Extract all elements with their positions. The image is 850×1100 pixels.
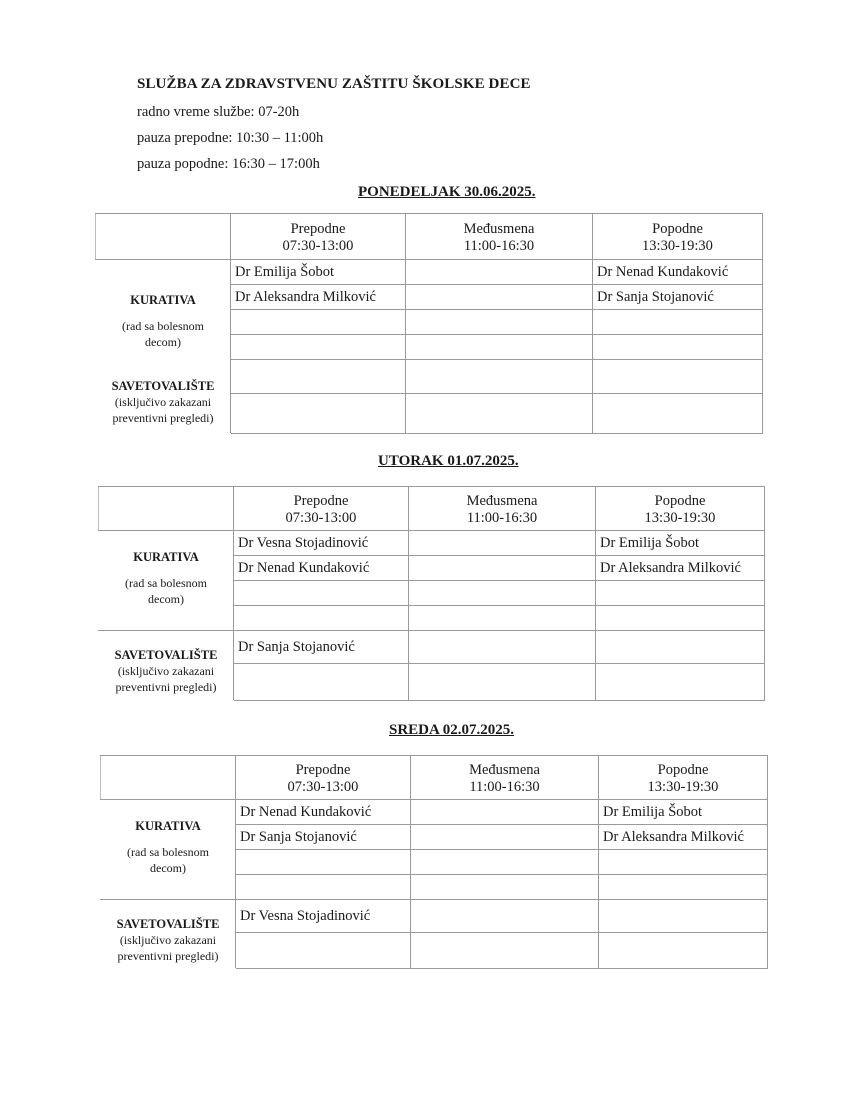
schedule-cell <box>596 606 765 631</box>
schedule-cell: Dr Nenad Kundaković <box>234 556 409 581</box>
schedule-cell: Dr Sanja Stojanović <box>234 631 409 664</box>
schedule-table <box>100 755 768 969</box>
schedule-cell <box>596 631 765 664</box>
schedule-cell: Dr Aleksandra Milković <box>231 285 406 310</box>
break-afternoon: pauza popodne: 16:30 – 17:00h <box>137 156 320 172</box>
table-row <box>99 531 765 556</box>
table-header-row <box>101 756 768 800</box>
schedule-cell <box>406 310 593 335</box>
schedule-cell <box>409 556 596 581</box>
schedule-cell <box>231 335 406 360</box>
schedule-table <box>98 486 765 701</box>
schedule-cell <box>411 850 599 875</box>
schedule-cell <box>231 310 406 335</box>
schedule-cell <box>593 335 763 360</box>
table-row <box>96 260 763 285</box>
day-title: SREDA 02.07.2025. <box>389 722 515 738</box>
schedule-cell <box>231 394 406 434</box>
schedule-cell: Dr Nenad Kundaković <box>236 800 411 825</box>
schedule-cell <box>596 664 765 701</box>
schedule-cell <box>236 875 411 900</box>
column-header: Popodne 13:30-19:30 <box>593 214 763 260</box>
schedule-cell <box>409 664 596 701</box>
schedule-cell <box>599 933 768 969</box>
schedule-cell <box>599 850 768 875</box>
corner-cell <box>101 756 236 800</box>
day-title: PONEDELJAK 30.06.2025. <box>358 184 536 200</box>
schedule-table <box>95 213 763 434</box>
day-title: UTORAK 01.07.2025. <box>378 453 519 469</box>
break-morning: pauza prepodne: 10:30 – 11:00h <box>137 130 324 146</box>
column-header: Prepodne 07:30-13:00 <box>231 214 406 260</box>
schedule-cell: Dr Aleksandra Milković <box>599 825 768 850</box>
column-header: Međusmena 11:00-16:30 <box>406 214 593 260</box>
working-hours: radno vreme službe: 07-20h <box>137 104 300 120</box>
service-title: SLUŽBA ZA ZDRAVSTVENU ZAŠTITU ŠKOLSKE DECE <box>137 76 531 92</box>
schedule-cell <box>406 335 593 360</box>
schedule-cell <box>596 581 765 606</box>
schedule-cell: Dr Vesna Stojadinović <box>236 900 411 933</box>
table-row <box>101 900 768 933</box>
schedule-cell <box>599 900 768 933</box>
table-header-row <box>99 487 765 531</box>
schedule-cell <box>599 875 768 900</box>
row-group-label-kurativa: KURATIVA (rad sa bolesnom decom) <box>101 800 236 900</box>
schedule-cell <box>409 531 596 556</box>
schedule-cell <box>406 360 593 394</box>
schedule-cell <box>411 800 599 825</box>
schedule-cell: Dr Nenad Kundaković <box>593 260 763 285</box>
schedule-cell: Dr Emilija Šobot <box>599 800 768 825</box>
column-header: Popodne 13:30-19:30 <box>596 487 765 531</box>
table-row <box>101 800 768 825</box>
schedule-cell <box>231 360 406 394</box>
schedule-cell <box>593 360 763 394</box>
schedule-cell <box>234 581 409 606</box>
schedule-cell <box>409 606 596 631</box>
schedule-cell <box>234 664 409 701</box>
row-group-label-savetovaliste: SAVETOVALIŠTE (isključivo zakazani preventivni pregledi) <box>99 631 234 701</box>
column-header: Međusmena 11:00-16:30 <box>409 487 596 531</box>
row-group-label-savetovaliste: SAVETOVALIŠTE (isključivo zakazani preventivni pregledi) <box>101 900 236 969</box>
schedule-cell <box>411 900 599 933</box>
schedule-cell <box>236 933 411 969</box>
schedule-cell: Dr Sanja Stojanović <box>593 285 763 310</box>
schedule-cell <box>406 394 593 434</box>
table-row <box>99 631 765 664</box>
document-header <box>137 73 531 177</box>
schedule-cell: Dr Aleksandra Milković <box>596 556 765 581</box>
corner-cell <box>96 214 231 260</box>
schedule-cell: Dr Emilija Šobot <box>231 260 406 285</box>
schedule-cell <box>236 850 411 875</box>
schedule-cell <box>411 933 599 969</box>
corner-cell <box>99 487 234 531</box>
schedule-cell: Dr Emilija Šobot <box>596 531 765 556</box>
table-header-row <box>96 214 763 260</box>
schedule-cell <box>406 285 593 310</box>
column-header: Prepodne 07:30-13:00 <box>234 487 409 531</box>
schedule-cell <box>593 394 763 434</box>
schedule-cell <box>234 606 409 631</box>
column-header: Popodne 13:30-19:30 <box>599 756 768 800</box>
column-header: Prepodne 07:30-13:00 <box>236 756 411 800</box>
schedule-cell <box>406 260 593 285</box>
schedule-cell <box>411 825 599 850</box>
schedule-cell <box>411 875 599 900</box>
schedule-cell <box>593 310 763 335</box>
row-group-label: KURATIVA (rad sa bolesnom decom) SAVETOVALIŠTE (isključivo zakazani preventivni pregledi) <box>96 260 231 434</box>
row-group-label-kurativa: KURATIVA (rad sa bolesnom decom) <box>99 531 234 631</box>
schedule-cell: Dr Sanja Stojanović <box>236 825 411 850</box>
column-header: Međusmena 11:00-16:30 <box>411 756 599 800</box>
schedule-cell: Dr Vesna Stojadinović <box>234 531 409 556</box>
schedule-cell <box>409 631 596 664</box>
schedule-cell <box>409 581 596 606</box>
